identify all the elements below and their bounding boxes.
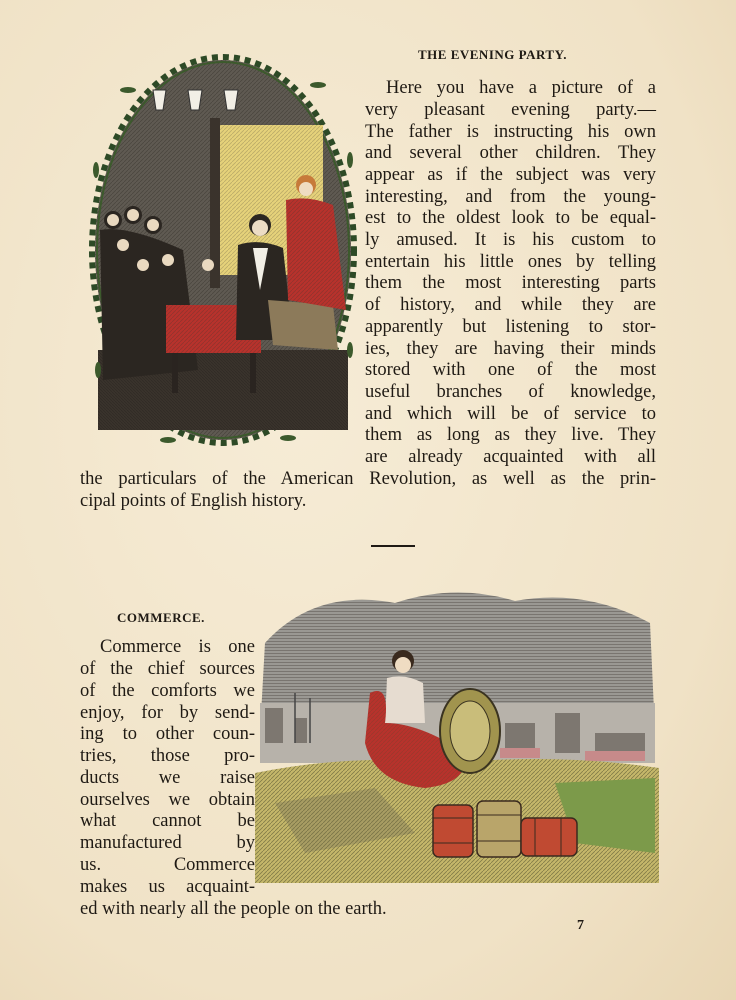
text-line: of history, and while they are xyxy=(365,295,656,315)
evening-party-illustration xyxy=(88,50,358,450)
text-line: and several other children. They xyxy=(365,143,656,163)
text-line: them the most interesting parts xyxy=(365,273,656,293)
text-line: interesting, and from the young- xyxy=(365,187,656,207)
text-line: useful branches of knowledge, xyxy=(365,382,656,402)
text-line: ies, they are having their minds xyxy=(365,339,656,359)
text-line: ducts we raise xyxy=(80,768,255,788)
text-line: ly amused. It is his custom to xyxy=(365,230,656,250)
text-line: apparently but listening to stor- xyxy=(365,317,656,337)
text-line: enjoy, for by send- xyxy=(80,703,255,723)
text-line: very pleasant evening party.— xyxy=(365,100,656,120)
text-line: entertain his little ones by telling xyxy=(365,252,656,272)
section-divider xyxy=(371,545,415,547)
text-line: manufactured by xyxy=(80,833,255,853)
text-line: cipal points of English history. xyxy=(80,491,307,511)
text-line: Commerce is one xyxy=(100,637,255,657)
text-line: them as long as they live. They xyxy=(365,425,656,445)
text-line: of the comforts we xyxy=(80,681,255,701)
section-title-evening-party: THE EVENING PARTY. xyxy=(418,47,568,62)
text-line: tries, those pro- xyxy=(80,746,255,766)
text-line: makes us acquaint- xyxy=(80,877,255,897)
text-line: est to the oldest look to be equal- xyxy=(365,208,656,228)
text-line: what cannot be xyxy=(80,811,255,831)
text-line: ing to other coun- xyxy=(80,724,255,744)
text-line: of the chief sources xyxy=(80,659,255,679)
text-line: appear as if the subject was very xyxy=(365,165,656,185)
text-line: the particulars of the American Revolution, as well as the prin- xyxy=(80,469,656,489)
text-line: Here you have a picture of a xyxy=(386,78,656,98)
text-line: us. Commerce xyxy=(80,855,255,875)
text-line: The father is instructing his own xyxy=(365,122,656,142)
text-line: stored with one of the most xyxy=(365,360,656,380)
text-line: and which will be of service to xyxy=(365,404,656,424)
section-title-commerce: COMMERCE. xyxy=(117,610,205,625)
text-line: are already acquainted with all xyxy=(365,447,656,467)
text-line: ed with nearly all the people on the earth. xyxy=(80,899,387,919)
page-number: 7 xyxy=(577,918,584,933)
text-line: ourselves we obtain xyxy=(80,790,255,810)
commerce-illustration xyxy=(255,583,659,895)
